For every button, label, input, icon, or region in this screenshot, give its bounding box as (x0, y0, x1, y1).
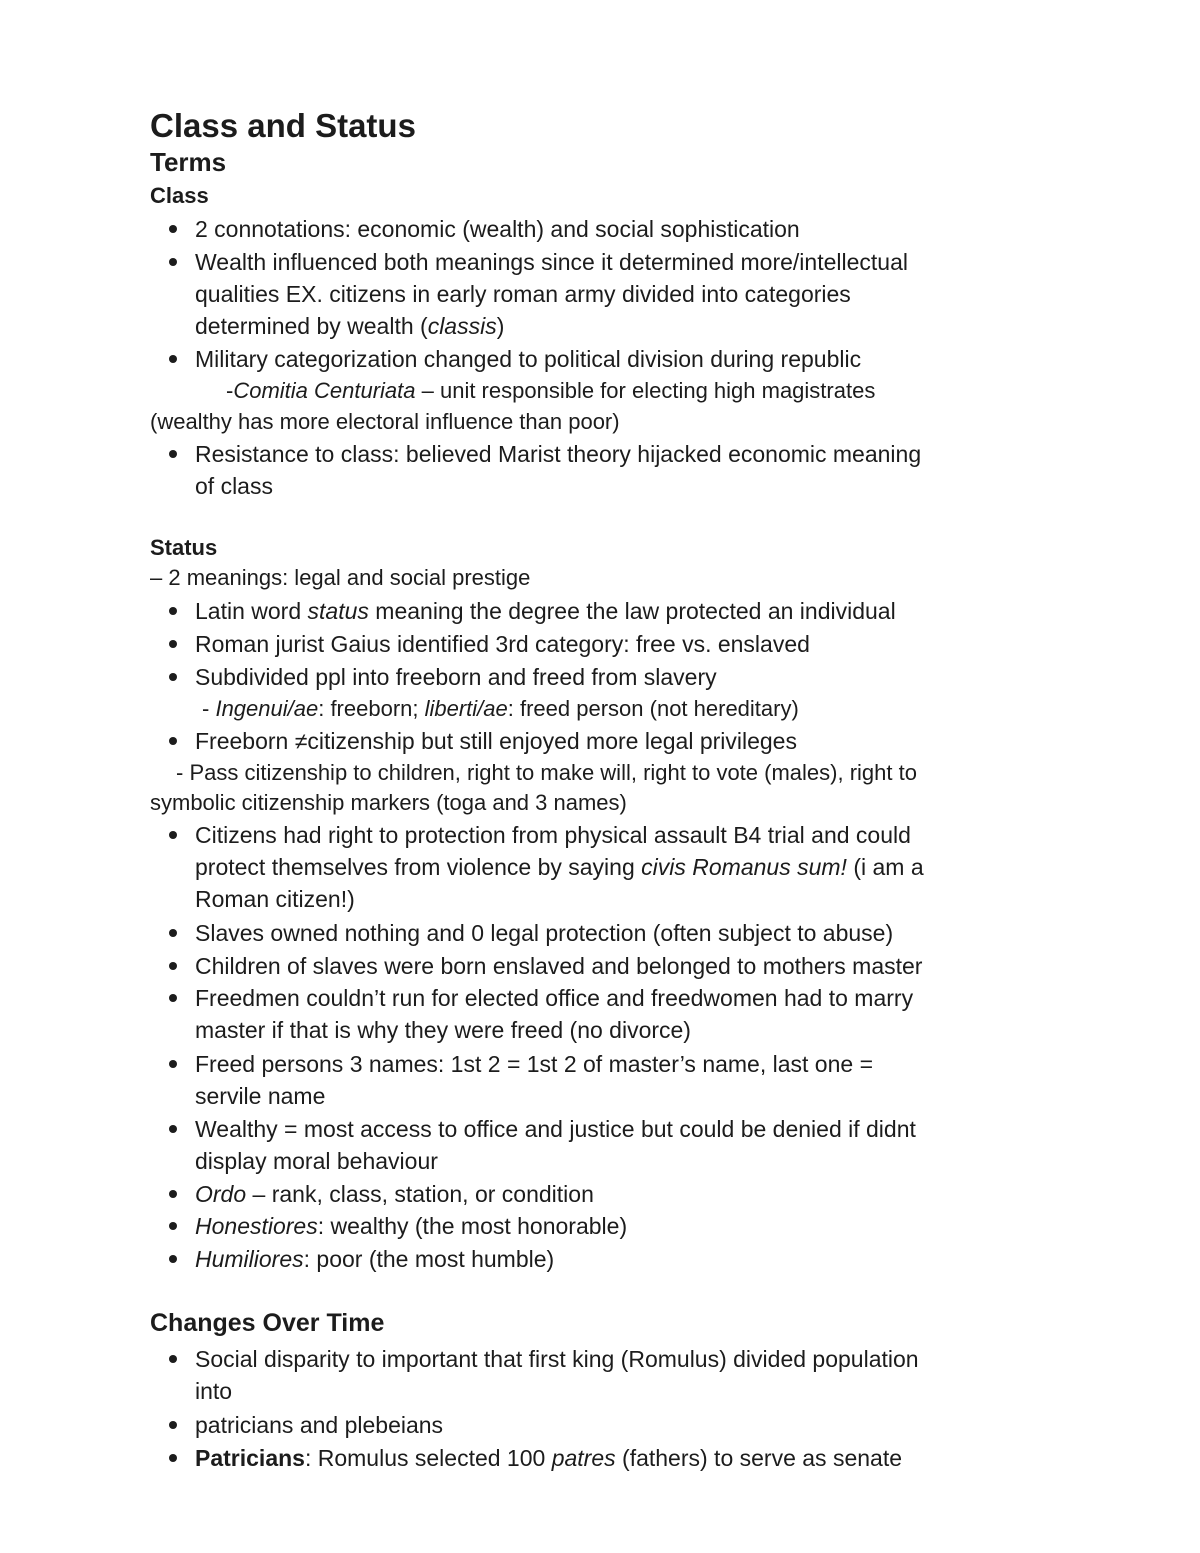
list-item: Patricians: Romulus selected 100 patres (fathers) to serve as senate (195, 1445, 902, 1471)
list-item: patricians and plebeians (195, 1412, 444, 1438)
bullet-icon (169, 1355, 177, 1363)
list-item: Ordo – rank, class, station, or condition (195, 1181, 594, 1207)
bullet-icon (169, 1255, 177, 1263)
status-intro: – 2 meanings: legal and social prestige (150, 565, 531, 590)
bullet-icon (169, 737, 177, 745)
list-item: Roman jurist Gaius identified 3rd category: free vs. enslaved (195, 631, 810, 657)
indented-note: -Comitia Centuriata – unit responsible for electing high magistrates (226, 378, 876, 403)
list-item-continuation: Roman citizen!) (195, 886, 355, 912)
list-item: Children of slaves were born enslaved and belonged to mothers master (195, 953, 923, 979)
list-item-continuation: qualities EX. citizens in early roman army divided into categories (195, 281, 851, 307)
page-title: Class and Status (150, 107, 416, 144)
bullet-icon (169, 355, 177, 363)
list-item-continuation: of class (195, 473, 273, 499)
bullet-icon (169, 673, 177, 681)
bullet-icon (169, 607, 177, 615)
list-item: Freedmen couldn’t run for elected office and freedwomen had to marry (195, 985, 914, 1011)
bullet-icon (169, 1190, 177, 1198)
section-heading-changes: Changes Over Time (150, 1309, 385, 1337)
indented-note: - Ingenui/ae: freeborn; liberti/ae: freed person (not hereditary) (202, 696, 799, 721)
bullet-icon (169, 640, 177, 648)
bullet-icon (169, 450, 177, 458)
bullet-icon (169, 258, 177, 266)
list-item-continuation: display moral behaviour (195, 1148, 438, 1174)
list-item: Military categorization changed to political division during republic (195, 346, 862, 372)
bullet-icon (169, 1454, 177, 1462)
bullet-icon (169, 1125, 177, 1133)
list-item: Resistance to class: believed Marist theory hijacked economic meaning (195, 441, 922, 467)
subheading-status: Status (150, 535, 218, 560)
list-item: Latin word status meaning the degree the law protected an individual (195, 598, 896, 624)
bullet-icon (169, 962, 177, 970)
list-item: Social disparity to important that first king (Romulus) divided population (195, 1346, 919, 1372)
list-item-continuation: protect themselves from violence by saying civis Romanus sum! (i am a (195, 854, 924, 880)
list-item: Wealthy = most access to office and justice but could be denied if didnt (195, 1116, 916, 1142)
list-item: Freeborn ≠citizenship but still enjoyed more legal privileges (195, 728, 797, 754)
bullet-icon (169, 1421, 177, 1429)
bullet-icon (169, 994, 177, 1002)
list-item: Subdivided ppl into freeborn and freed from slavery (195, 664, 717, 690)
list-item: Humiliores: poor (the most humble) (195, 1246, 555, 1272)
list-item: Slaves owned nothing and 0 legal protection (often subject to abuse) (195, 920, 894, 946)
section-heading-terms: Terms (150, 147, 227, 177)
list-item: 2 connotations: economic (wealth) and social sophistication (195, 216, 800, 242)
bullet-icon (169, 225, 177, 233)
list-item-continuation: master if that is why they were freed (no divorce) (195, 1017, 691, 1043)
bullet-icon (169, 1222, 177, 1230)
bullet-icon (169, 929, 177, 937)
list-item-continuation: servile name (195, 1083, 326, 1109)
bullet-icon (169, 1060, 177, 1068)
list-item-continuation: into (195, 1378, 233, 1404)
indented-note: - Pass citizenship to children, right to make will, right to vote (males), right to (176, 760, 917, 785)
bullet-icon (169, 831, 177, 839)
subheading-class: Class (150, 183, 209, 208)
list-item: Wealth influenced both meanings since it determined more/intellectual (195, 249, 908, 275)
note-line: (wealthy has more electoral influence than poor) (150, 409, 620, 434)
list-item: Citizens had right to protection from physical assault B4 trial and could (195, 822, 911, 848)
list-item-continuation: determined by wealth (classis) (195, 313, 505, 339)
note-line: symbolic citizenship markers (toga and 3 names) (150, 790, 627, 815)
list-item: Honestiores: wealthy (the most honorable) (195, 1213, 628, 1239)
list-item: Freed persons 3 names: 1st 2 = 1st 2 of master’s name, last one = (195, 1051, 874, 1077)
